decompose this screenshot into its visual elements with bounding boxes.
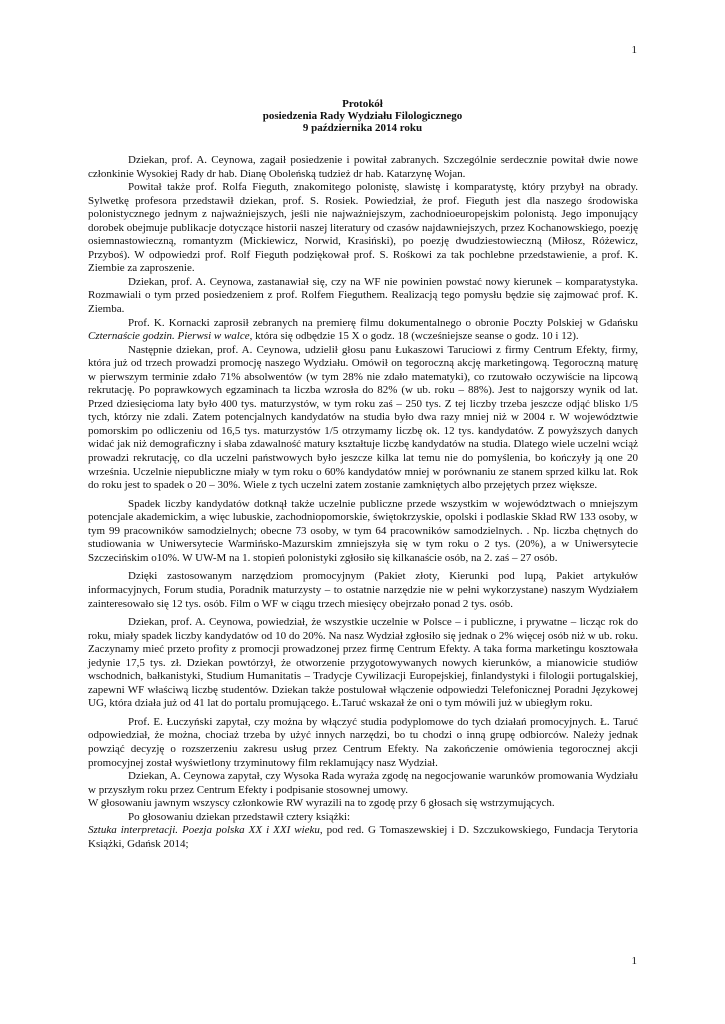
paragraph-fieguth: Powitał także prof. Rolfa Fieguth, znakomitego polonistę, slawistę i komparatystę, który przybył na obrady. Sylwetkę profesora przedstawił dziekan, prof. S. Rosiek. Powiedział, że prof. Fieguth jest dla naszego środowiska polonistycznego jednym z najważniejszych, jeśli nie najważniejszym, zachodnioeuropejskim polonistą. Jego imponujący dorobek obejmuje publikacje dotyczące historii naszej literatury od czasów najdawniejszych, przez Kochanowskiego, poezję osiemnastowieczną, romantyzm (Mickiewicz, Norwid, Krasiński), po poezję dwudziestowieczną (Miłosz, Różewicz, Przyboś). W odpowiedzi prof. Rolf Fieguth podziękował prof. S. Rośkowi za tak pochlebne przedstawienie, a prof. K. Ziembie za zaproszenie.	[88, 181, 638, 275]
book-entry	[88, 824, 638, 851]
film-title: Czternaście godzin. Pierwsi w walce	[88, 330, 250, 343]
kornacki-text-before: Prof. K. Kornacki zaprosił zebranych na premierę filmu dokumentalnego o obronie Poczty Polskiej w Gdańsku	[128, 316, 638, 329]
title-line-1: Protokół	[342, 98, 383, 110]
book-title: Sztuka interpretacji. Poezja polska XX i XXI wieku	[88, 824, 320, 837]
paragraph-narzedzia: Dzięki zastosowanym narzędziom promocyjnym (Pakiet złoty, Kierunki pod lupą, Pakiet artykułów informacyjnych, Forum studia, Poradnik maturzysty – to ostatnie narzędzie nie w pełni wykorzystane) naszym Wydziałem zainteresowało się 12 tys. osób. Film o WF w ciągu trzech miesięcy obejrzało ponad 2 tys. osób.	[88, 570, 638, 610]
paragraph-spadek: Spadek liczby kandydatów dotknął także uczelnie publiczne przede wszystkim w województwach o mniejszym potencjale akademickim, a więc lubuskie, zachodniopomorskie, świętokrzyskie, opolski i podlaskie Skład RW 133 osoby, w tym 99 pracowników samodzielnych; obecne 73 osoby, w tym 64 pracowników samodzielnych. . Np. liczba chętnych do studiowania w Uniwersytecie Warmińsko-Mazurskim zmniejszyła się w tym roku o 2 tys. (20%), a w Uniwersytecie Szczecińskim o10%. W UW-M na 1. stopień polonistyki zgłosiło się kilkanaście osób, na 2. zaś – 27 osób.	[88, 497, 638, 564]
paragraph-glosowanie: W głosowaniu jawnym wszyscy członkowie RW wyrazili na to zgodę przy 6 głosach się wstrzymujących.	[88, 797, 555, 810]
paragraph-ksiazki-intro: Po głosowaniu dziekan przedstawił cztery książki:	[128, 810, 351, 823]
paragraph-luczynski: Prof. E. Łuczyński zapytał, czy można by włączyć studia podyplomowe do tych działań promocyjnych. Ł. Taruć odpowiedział, że można, chociaż trzeba by użyć innych narzędzi, bo tu chodzi o inną grupę odbiorców. Należy jednak powziąć decyzję o rozszerzeniu zakresu usług przez Centrum Efekty. Na zakończenie omówienia tegorocznej akcji promocyjnej został wyświetlony trzyminutowy film reklamujący nasz Wydział.	[88, 715, 638, 769]
book-details: , pod red. G Tomaszewskiej i D. Szczukowskiego, Fundacja Terytoria Książki, Gdańsk 2014;	[88, 824, 639, 850]
title-line-2: posiedzenia Rady Wydziału Filologicznego	[262, 110, 463, 122]
page-number-top: 1	[631, 44, 637, 56]
protocol-body	[88, 154, 638, 851]
paragraph-ceynowa-pytanie: Dziekan, A. Ceynowa zapytał, czy Wysoka Rada wyraża zgodę na negocjowanie warunków promowania Wydziału w przyszłym roku przez Centrum Efekty i podpisanie stosownej umowy.	[88, 770, 638, 796]
paragraph-opening: Dziekan, prof. A. Ceynowa, zagaił posiedzenie i powitał zabranych. Szczególnie serdecznie powitał dwie nowe członkinie Wysokiej Rady dr hab. Dianę Oboleńską tudzież dr hab. Katarzynę Wojan.	[88, 154, 638, 180]
page-number-bottom: 1	[631, 955, 637, 967]
paragraph-komparatystyka: Dziekan, prof. A. Ceynowa, zastanawiał się, czy na WF nie powinien powstać nowy kierunek – komparatystyka. Rozmawiali o tym przed posiedzeniem z prof. Rolfem Fieguthem. Realizacją tego pomysłu będzie się zajmować prof. K. Ziemba.	[88, 275, 638, 316]
paragraph-kornacki	[88, 317, 638, 344]
paragraph-marketing: Następnie dziekan, prof. A. Ceynowa, udzielił głosu panu Łukaszowi Taruciowi z firmy Centrum Efekty, firmy, która już od trzech prowadzi promocję naszego Wydziału. Omówił on tegoroczną akcję marketingową. Tegoroczną maturę w pierwszym terminie zdało 71% absolwentów (w tym 28% nie zdało matematyki), co rzutowało oczywiście na lipcową rekrutację. Po poprawkowych egzaminach ta liczba wzrosła do 82% (w ub. roku – 88%). Jest to najgorszy wynik od lat. Przed dziesięcioma laty było 400 tys. maturzystów, w tym roku zaś – 250 tys. Z tej liczby trzeba jeszcze odjąć blisko 1/5 tych, którzy nie zdali. Zatem potencjalnych kandydatów na studia było dwa razy mniej niż w 2004 r. W województwie pomorskim po odliczeniu od 16,5 tys. maturzystów 1/5 otrzymamy liczbę ok. 12 tys. kandydatów. Z powyższych danych widać jak niż demograficzny i słaba zdawalność matury kształtuje liczbę kandydatów na studia. Dlatego wiele uczelni wciąż prowadzi rekrutację, co dla uczelni państwowych było jeszcze kilka lat temu nie do pomyślenia, bo kończyły ją one 20 września. Uczelnie niepubliczne miały w tym roku o 60% kandydatów mniej w porównaniu ze stanem sprzed kilku lat. Rok do roku jest to spadek o 20 – 30%. Wiele z tych uczelni zatem zostanie zamkniętych albo przejętych przez większe.	[88, 343, 638, 492]
paragraph-dziekan-uczelnie: Dziekan, prof. A. Ceynowa, powiedział, że wszystkie uczelnie w Polsce – i publiczne, i prywatne – licząc rok do roku, miały spadek liczby kandydatów od 10 do 20%. Na nasz Wydział zgłosiło się jednak o 2% więcej osób niż w ub. roku. Zaczynamy mieć przeto profity z promocji prowadzonej przez firmę Centrum Efekty. A taka forma marketingu kosztowała jedynie 17,5 tys. zł. Dziekan powtórzył, że otworzenie przygotowywanych nowych kierunków, a mianowicie studiów wschodnich, bałkanistyki, Studium Humanitatis – Tradycje Cywilizacji Europejskiej, finlandystyki i filologii portugalskiej, zapewni WF właściwą liczbę studentów. Dziekan także postulował włączenie odpowiedzi Telefonicznej Poradni Językowej UG, która działa już od 41 lat do portalu promującego. Ł.Taruć wskazał że oni o tym mówili już w ubiegłym roku.	[88, 616, 638, 710]
title-line-3: 9 października 2014 roku	[302, 122, 423, 134]
document-title	[0, 98, 725, 134]
kornacki-text-after: , która się odbędzie 15 X o godz. 18 (wcześniejsze seanse o godz. 10 i 12).	[249, 330, 579, 343]
